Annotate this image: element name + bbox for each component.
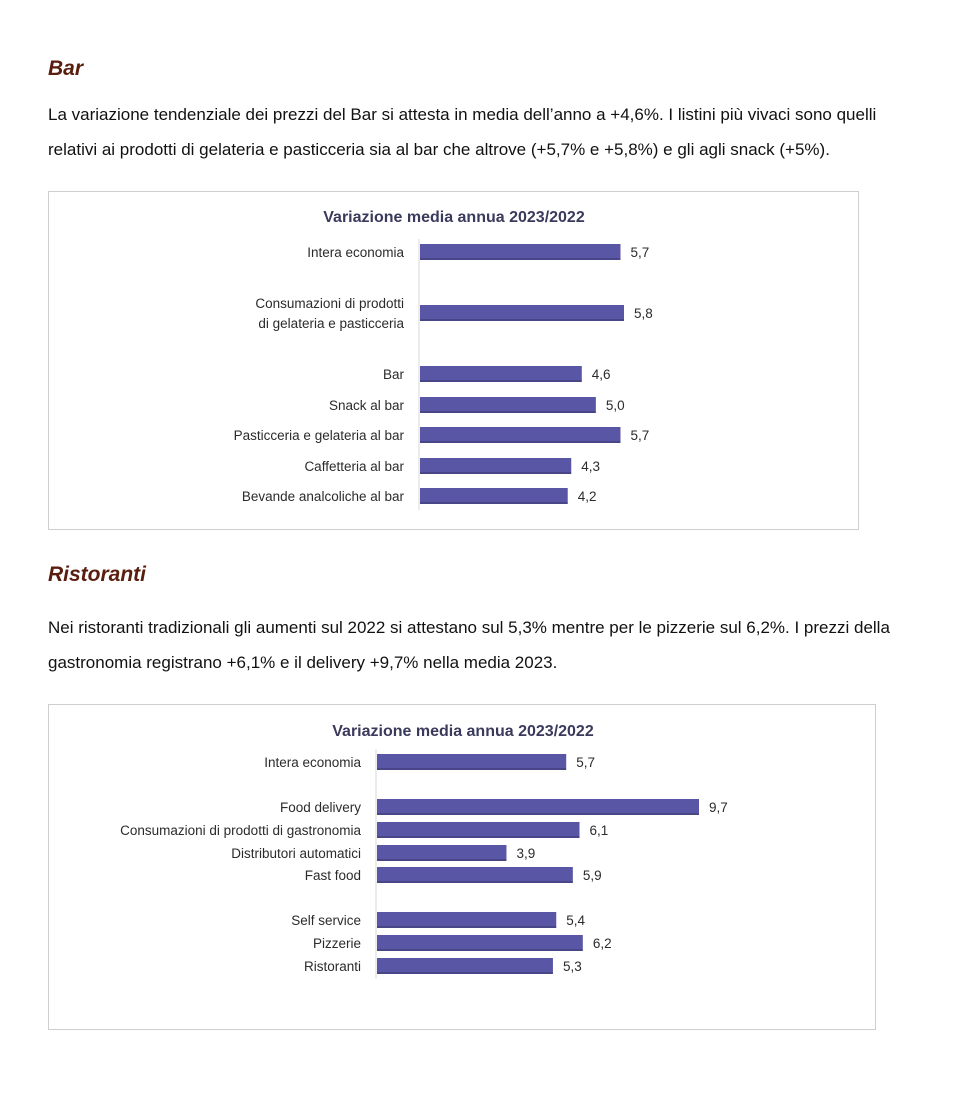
bar-shadow — [377, 813, 699, 815]
data-label: 4,2 — [577, 489, 597, 504]
category-label: Snack al bar — [328, 398, 404, 413]
bar-shadow — [377, 926, 556, 928]
bar — [377, 799, 699, 815]
data-label: 5,3 — [562, 959, 582, 974]
data-label: 4,6 — [591, 367, 611, 382]
data-label: 5,0 — [605, 398, 625, 413]
bar-chart-container — [48, 191, 859, 530]
category-label: Bar — [382, 367, 404, 382]
data-label: 6,2 — [592, 936, 612, 951]
data-label: 9,7 — [709, 800, 728, 815]
data-label: 5,8 — [634, 306, 653, 321]
data-label: 5,9 — [582, 868, 602, 883]
bar — [420, 366, 582, 382]
bar — [420, 458, 571, 474]
bar-shadow — [420, 319, 624, 321]
bar-shadow — [420, 380, 582, 382]
bar-shadow — [420, 411, 596, 413]
data-label: 6,1 — [589, 823, 609, 838]
data-label: 5,7 — [630, 245, 650, 260]
category-label: Caffetteria al bar — [304, 459, 404, 474]
bar — [377, 912, 556, 928]
bar — [377, 935, 583, 951]
data-label: 3,9 — [516, 846, 536, 861]
bar — [420, 427, 620, 443]
category-label: Self service — [291, 913, 361, 928]
bar-shadow — [420, 258, 620, 260]
bar-shadow — [420, 441, 620, 443]
category-label: Consumazioni di prodotti di gastronomia — [120, 823, 361, 838]
category-label: Consumazioni di prodotti — [255, 296, 404, 311]
bar — [420, 244, 620, 260]
bar-shadow — [377, 972, 553, 974]
bar-shadow — [420, 502, 568, 504]
category-label: di gelateria e pasticceria — [258, 316, 404, 331]
bar — [377, 822, 579, 838]
bar — [420, 397, 596, 413]
bar-shadow — [420, 472, 571, 474]
category-label: Pasticceria e gelateria al bar — [233, 428, 404, 443]
chart-title: Variazione media annua 2023/2022 — [332, 723, 594, 740]
data-label: 4,3 — [581, 459, 601, 474]
bar-shadow — [377, 881, 573, 883]
bar — [420, 305, 624, 321]
bar — [377, 754, 566, 770]
bar — [420, 488, 568, 504]
bar — [377, 958, 553, 974]
category-label: Food delivery — [279, 800, 361, 815]
ristoranti-chart-container — [48, 704, 876, 1030]
category-label: Distributori automatici — [231, 846, 361, 861]
category-label: Fast food — [304, 868, 361, 883]
bar — [377, 845, 506, 861]
category-label: Ristoranti — [303, 959, 361, 974]
category-label: Intera economia — [307, 245, 404, 260]
chart-title: Variazione media annua 2023/2022 — [323, 209, 585, 226]
bar-shadow — [377, 949, 583, 951]
bar-shadow — [377, 768, 566, 770]
section-paragraph-ristoranti: Nei ristoranti tradizionali gli aumenti sul 2022 si attestano sul 5,3% mentre per le pizzerie sul 6,2%. I prezzi della gastronomia registrano +6,1% e il delivery +9,7% nella media 2023. — [48, 618, 890, 672]
category-label: Intera economia — [264, 755, 361, 770]
chart-svg — [49, 192, 860, 531]
chart-svg — [49, 705, 877, 1031]
data-label: 5,4 — [566, 913, 586, 928]
data-label: 5,7 — [630, 428, 650, 443]
section-paragraph-bar: La variazione tendenziale dei prezzi del Bar si attesta in media dell’anno a +4,6%. I listini più vivaci sono quelli relativi ai prodotti di gelateria e pasticceria sia al bar che altrove (+5,7% e +5,8%) e gli agli snack (+5%). — [48, 105, 877, 159]
bar — [377, 867, 573, 883]
bar-shadow — [377, 836, 579, 838]
section-heading-bar: Bar — [48, 57, 84, 80]
category-label: Pizzerie — [312, 936, 361, 951]
data-label: 5,7 — [576, 755, 595, 770]
bar-shadow — [377, 859, 506, 861]
category-label: Bevande analcoliche al bar — [241, 489, 404, 504]
section-heading-ristoranti: Ristoranti — [48, 563, 147, 586]
